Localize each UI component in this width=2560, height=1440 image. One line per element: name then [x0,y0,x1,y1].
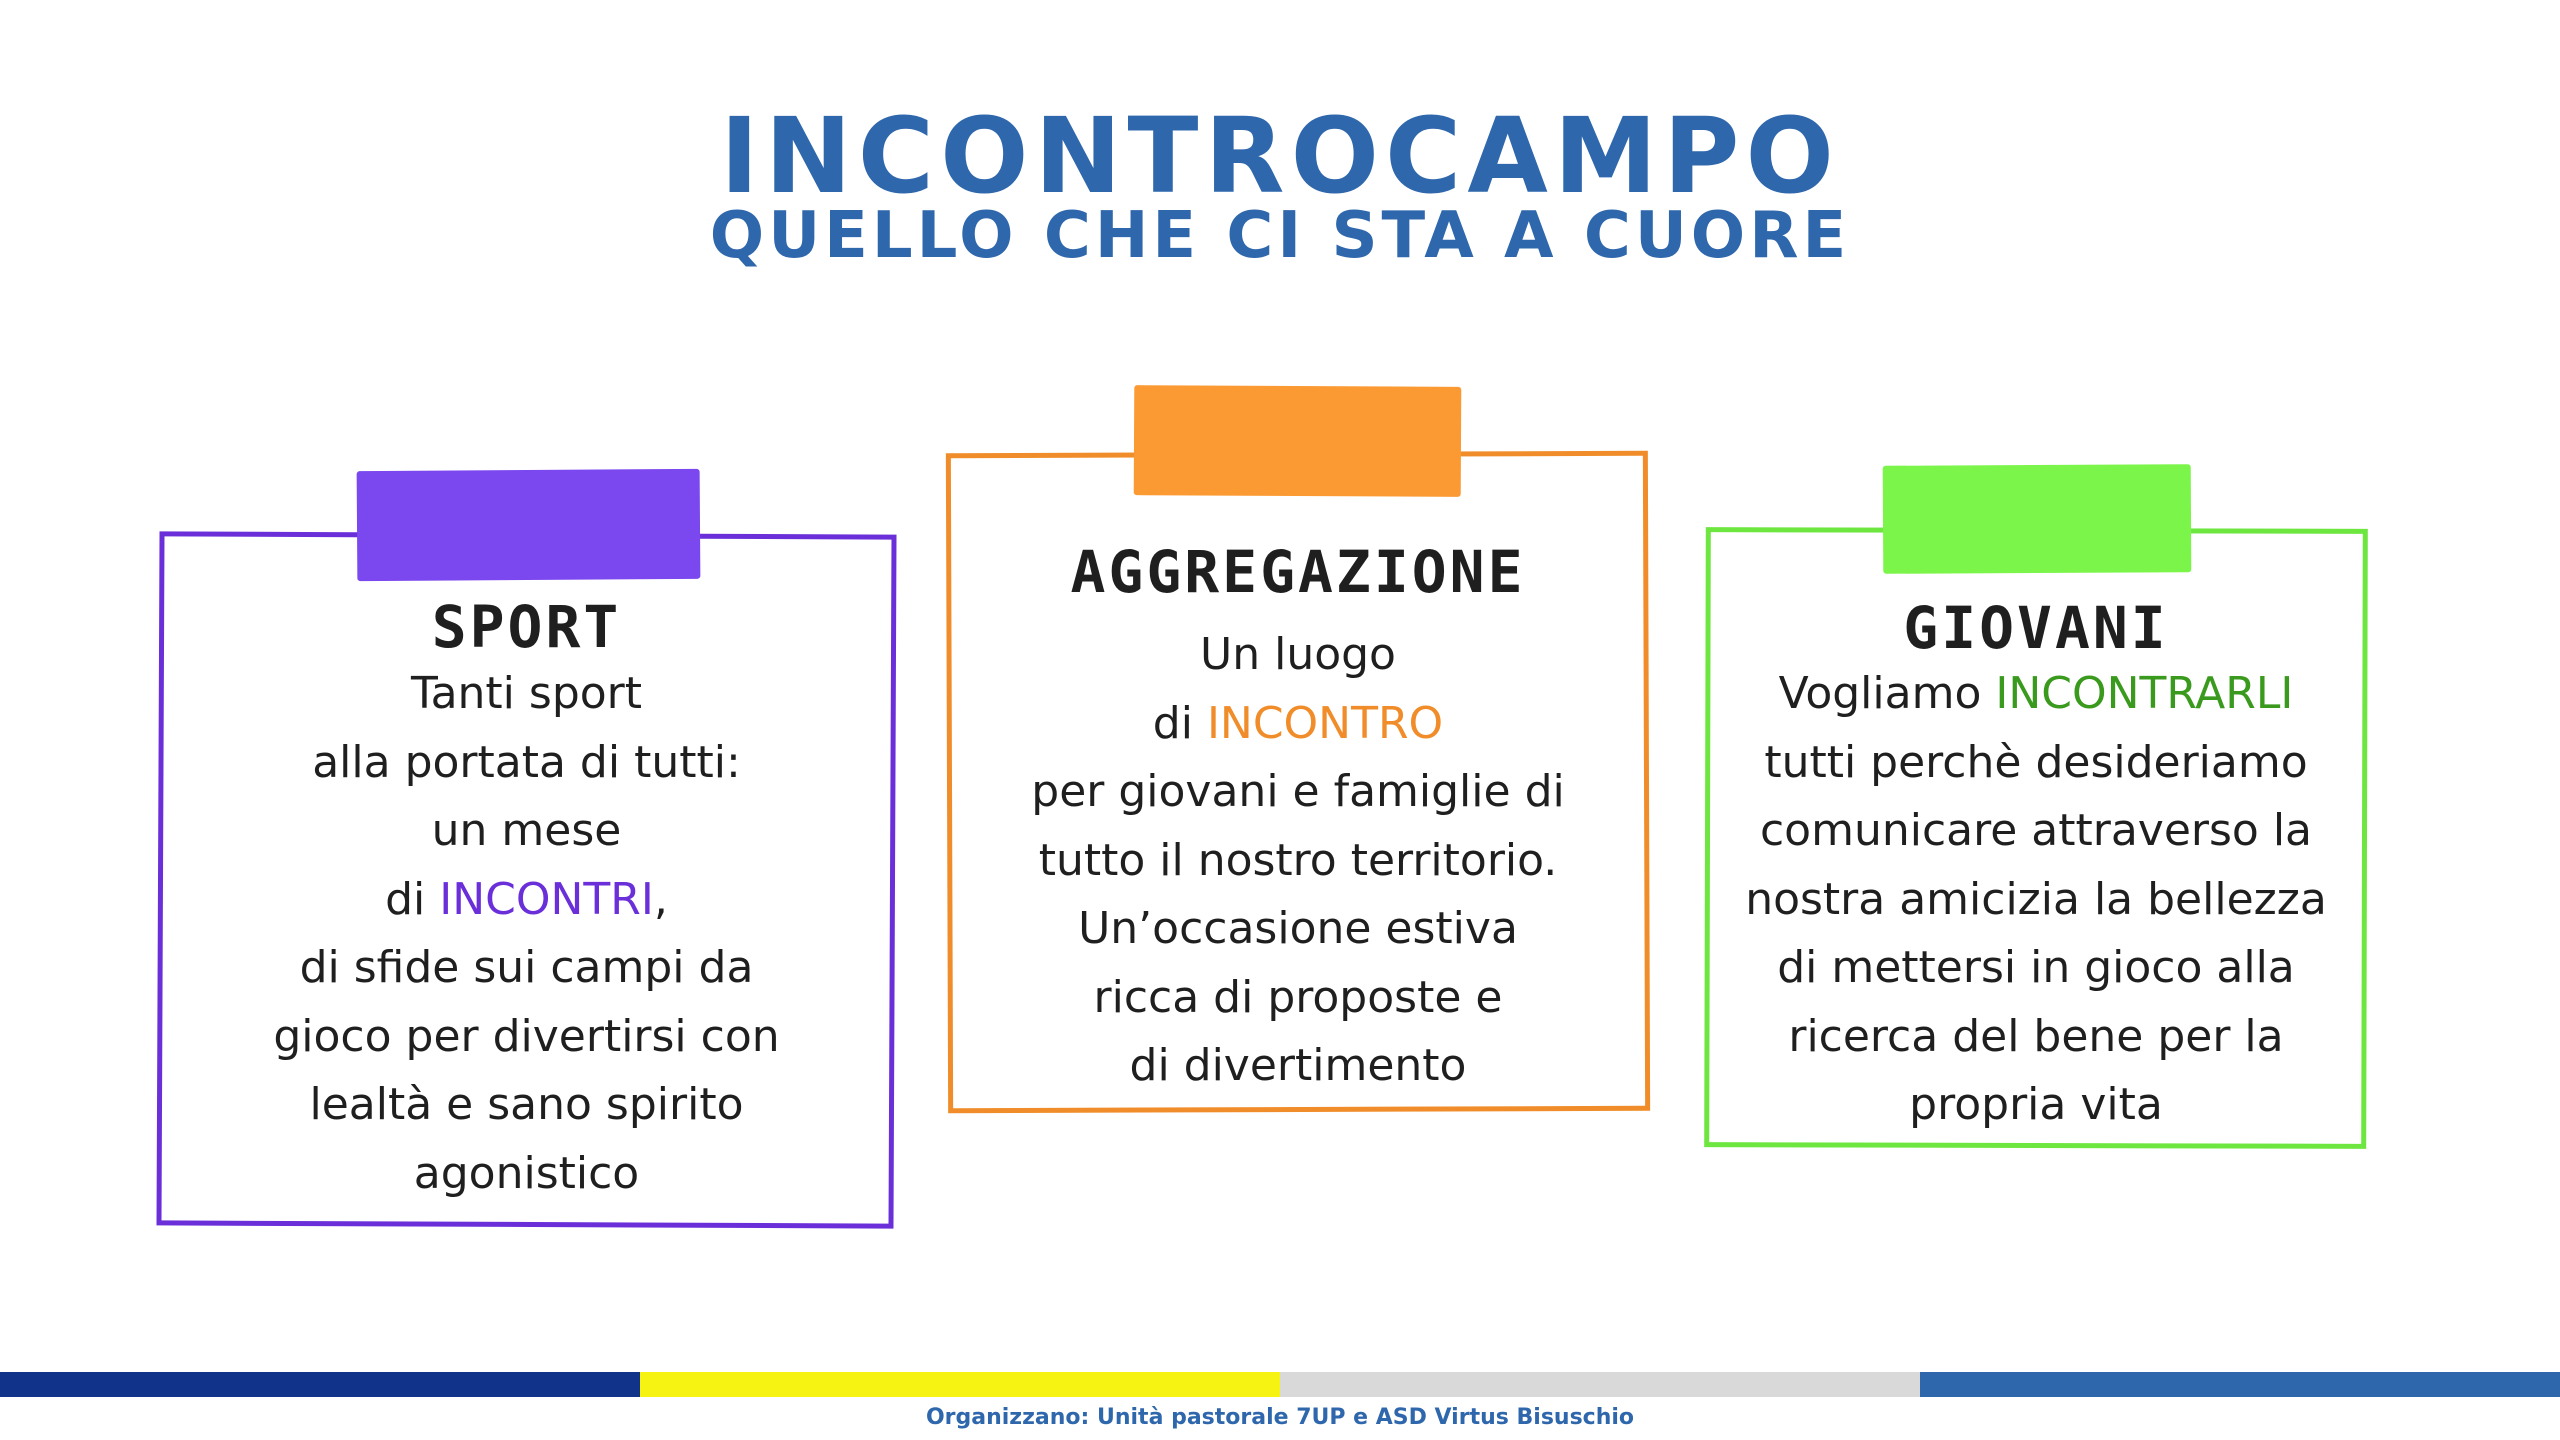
card-giovani-line-highlight [1705,660,2367,729]
card-giovani-line: di mettersi in gioco alla [1777,942,2295,993]
card-sport-line: un mese [431,805,622,856]
card-sport-line: alla portata di tutti: [312,736,741,788]
card-sport-line-prefix: di [385,873,440,925]
footer-bar-segment-navy [0,1372,640,1397]
card-giovani-line: tutti perchè desideriamo [1764,736,2308,788]
card-giovani-line: propria vita [1909,1079,2163,1130]
card-sport-line: gioco per divertirsi con [273,1010,780,1062]
page-subtitle: QUELLO CHE CI STA A CUORE [709,199,1851,273]
footer-bar-segment-gray [1280,1372,1920,1397]
card-giovani-line-prefix: Vogliamo [1778,668,1996,719]
card-sport-line: di sfide sui campi da [299,942,754,993]
page-title: INCONTROCAMPO [720,95,1840,217]
card-giovani-text [1705,660,2367,1140]
highlight-incontri: INCONTRI [439,873,654,925]
card-aggregazione-tape [1134,385,1462,497]
highlight-incontro: INCONTRO [1206,697,1444,749]
card-aggregazione-line: di divertimento [1129,1040,1467,1091]
card-sport-line: agonistico [413,1147,640,1199]
card-sport-line: lealtà e sano spirito [309,1079,744,1130]
card-giovani-tape [1883,464,2192,574]
card-aggregazione-line: Un luogo [1200,629,1396,680]
highlight-incontrarli: INCONTRARLI [1995,668,2294,719]
card-aggregazione-heading: AGGREGAZIONE [1070,538,1526,606]
card-giovani-line: ricerca del bene per la [1788,1010,2284,1062]
footer-credit: Organizzano: Unità pastorale 7UP e ASD Virtus Bisuschio [925,1405,1635,1430]
card-aggregazione-line: tutto il nostro territorio. [1038,834,1558,886]
card-sport-heading: SPORT [431,593,622,661]
card-sport-text [158,660,895,1208]
card-giovani-heading: GIOVANI [1903,594,2169,662]
card-aggregazione-line: ricca di proposte e [1093,971,1503,1023]
card-aggregazione-line: per giovani e famiglie di [1031,766,1565,817]
card-sport-line: Tanti sport [410,668,643,719]
card-sport-tape [357,469,701,581]
footer-color-bar [0,1372,2560,1397]
card-giovani-line: nostra amicizia la bellezza [1745,873,2327,925]
footer-bar-segment-blue [1920,1372,2560,1397]
footer-bar-segment-yellow [640,1372,1280,1397]
card-aggregazione-text [947,621,1649,1101]
card-sport-line-highlight [158,866,895,935]
card-giovani-line: comunicare attraverso la [1759,805,2313,856]
card-aggregazione-line: Un’occasione estiva [1078,903,1518,954]
card-sport-line-suffix: , [653,873,668,925]
card-aggregazione-line-highlight [947,690,1649,759]
card-aggregazione-line-prefix: di [1152,697,1207,749]
